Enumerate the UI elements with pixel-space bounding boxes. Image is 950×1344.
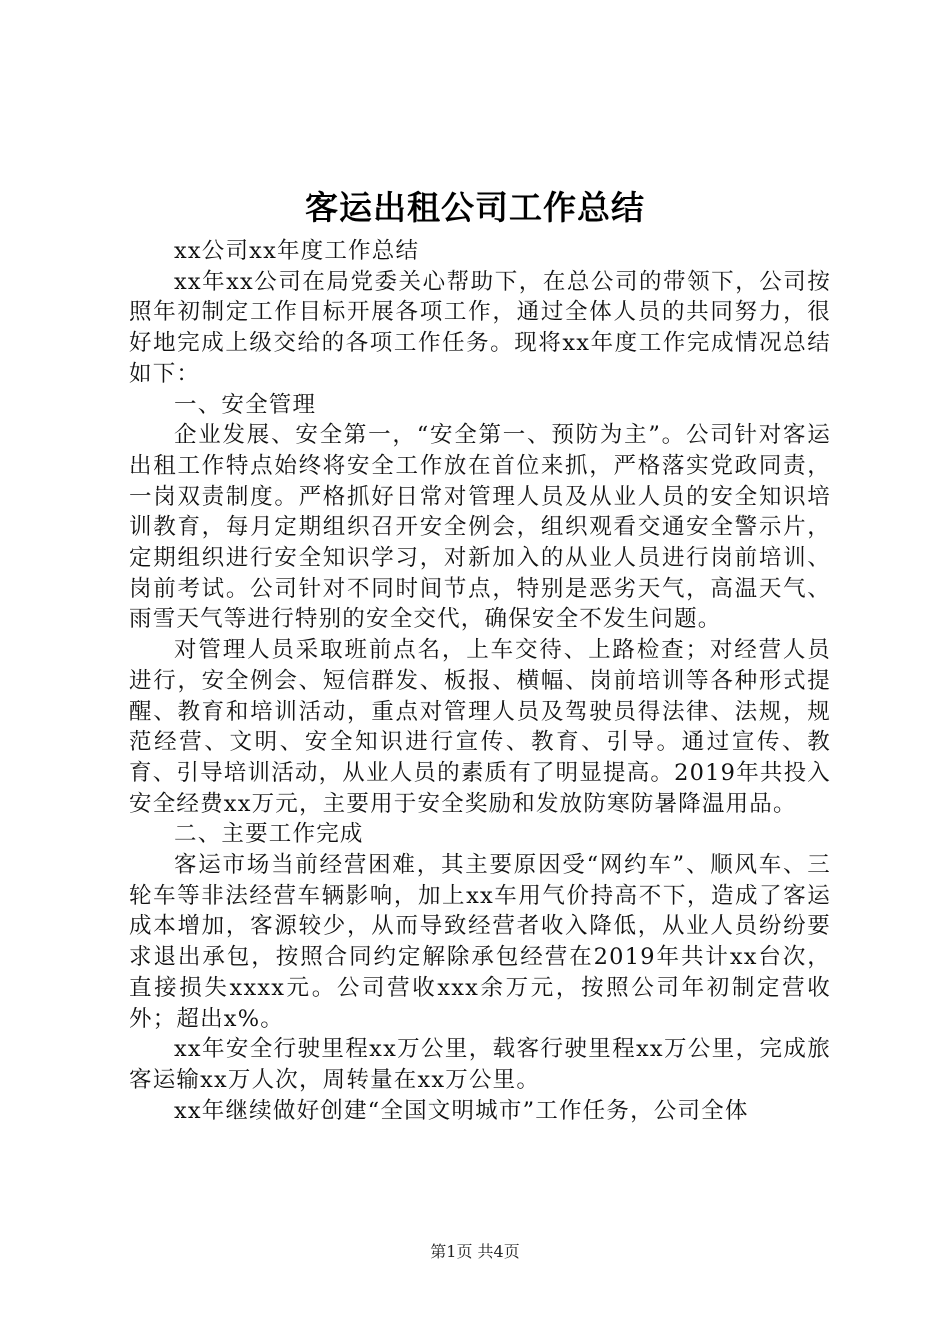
document-body — [129, 236, 831, 1126]
document-title: 客运出租公司工作总结 — [305, 188, 645, 227]
paragraph-mileage: xx年安全行驶里程xx万公里，载客行驶里程xx万公里，完成旅客运输xx万人次，周转量在xx万公里。 — [129, 1036, 831, 1093]
section-heading-safety: 一、安全管理 — [174, 391, 317, 418]
paragraph-civilized-city: xx年继续做好创建“全国文明城市”工作任务，公司全体 — [174, 1097, 749, 1124]
paragraph-safety: 企业发展、安全第一，“安全第一、预防为主”。公司针对客运出租工作特点始终将安全工作放在首位来抓，严格落实党政同责，一岗双责制度。严格抓好日常对管理人员及从业人员的安全知识培训教育，每月定期组织召开安全例会，组织观看交通安全警示片，定期组织进行安全知识学习，对新加入的从业人员进行岗前培训、岗前考试。公司针对不同时间节点，特别是恶劣天气，高温天气、雨雪天气等进行特别的安全交代，确保安全不发生问题。 — [129, 422, 831, 633]
paragraph-market: 客运市场当前经营困难，其主要原因受“网约车”、顺风车、三轮车等非法经营车辆影响，加上xx车用气价持高不下，造成了客运成本增加，客源较少，从而导致经营者收入降低，从业人员纷纷要求退出承包，按照合同约定解除承包经营在2019年共计xx台次，直接损失xxxx元。公司营收xxx余万元，按照公司年初制定营收外；超出x%。 — [129, 852, 831, 1032]
paragraph-subtitle: xx公司xx年度工作总结 — [174, 238, 420, 264]
page-footer: 第1页 共4页 — [430, 1242, 520, 1261]
section-heading-work: 二、主要工作完成 — [174, 821, 364, 848]
paragraph-intro: xx年xx公司在局党委关心帮助下，在总公司的带领下，公司按照年初制定工作目标开展各项工作，通过全体人员的共同努力，很好地完成上级交给的各项工作任务。现将xx年度工作完成情况总结如下： — [129, 268, 831, 387]
paragraph-management: 对管理人员采取班前点名，上车交待、上路检查；对经营人员进行，安全例会、短信群发、板报、横幅、岗前培训等各种形式提醒、教育和培训活动，重点对管理人员及驾驶员得法律、法规，规范经营、文明、安全知识进行宣传、教育、引导。通过宣传、教育、引导培训活动，从业人员的素质有了明显提高。2019年共投入安全经费xx万元，主要用于安全奖励和发放防寒防暑降温用品。 — [129, 637, 831, 817]
